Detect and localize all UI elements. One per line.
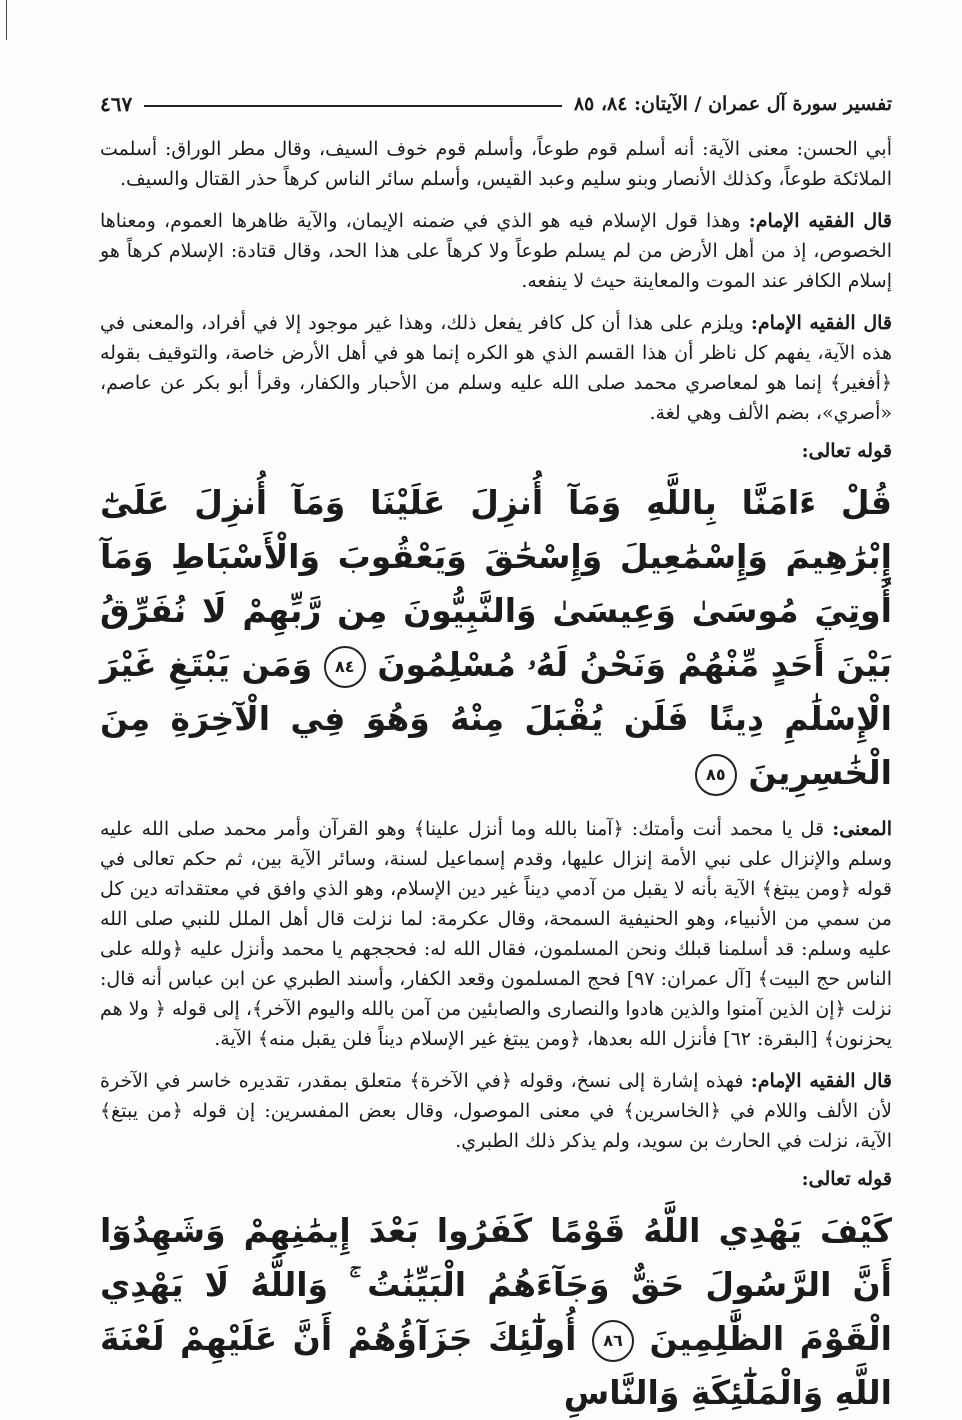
paragraph-lead: قال الفقيه الإمام: bbox=[748, 210, 892, 232]
verse-86-text: كَيْفَ يَهْدِي اللَّهُ قَوْمًا كَفَرُوا بَعْدَ إِيمَٰنِهِمْ وَشَهِدُوٓا أَنَّ الرَّسُولَ حَقٌّ وَجَآءَهُمُ الْبَيِّنَٰتُ ۚ وَاللَّهُ لَا يَهْدِي الْقَوْمَ الظَّٰلِمِينَ bbox=[100, 1211, 892, 1358]
verse-84-text: قُلْ ءَامَنَّا بِاللَّهِ وَمَآ أُنزِلَ عَلَيْنَا وَمَآ أُنزِلَ عَلَىٰٓ إِبْرَٰهِيمَ وَإِسْمَٰعِيلَ وَإِسْحَٰقَ وَيَعْقُوبَ وَالْأَسْبَاطِ وَمَآ أُوتِيَ مُوسَىٰ وَعِيسَىٰ وَالنَّبِيُّونَ مِن رَّبِّهِمْ لَا نُفَرِّقُ بَيْنَ أَحَدٍ مِّنْهُمْ وَنَحْنُ لَهُۥ مُسْلِمُونَ bbox=[100, 483, 892, 684]
verse-intro-2: قوله تعالى: bbox=[801, 1168, 892, 1190]
header-title: تفسير سورة آل عمران / الآيتان: ٨٤، ٨٥ bbox=[573, 93, 892, 115]
ayah-number-84: ٨٤ bbox=[324, 646, 366, 688]
quran-verse-84-85 bbox=[100, 476, 892, 800]
verse-87-text: أُولَٰٓئِكَ جَزَآؤُهُمْ أَنَّ عَلَيْهِمْ لَعْنَةَ اللَّهِ وَالْمَلَٰٓئِكَةِ وَالنَّاسِ bbox=[100, 1319, 892, 1412]
paragraph-5: قال الفقيه الإمام: فهذه إشارة إلى نسخ، وقوله ﴿في الآخرة﴾ متعلق بمقدر، تقديره خاسر في الآخرة لأن الألف واللام في ﴿الخاسرين﴾ في معنى الموصول، وقال بعض المفسرين: إن قوله ﴿من يبتغ﴾ الآية، نزلت في الحارث بن سويد، ولم يذكر ذلك الطبري. bbox=[100, 1070, 892, 1152]
verse-intro-1: قوله تعالى: bbox=[801, 440, 892, 462]
paragraph-lead: قال الفقيه الإمام: bbox=[750, 312, 892, 334]
page-number: ٤٦٧ bbox=[100, 92, 133, 116]
paragraph-4: المعنى: قل يا محمد أنت وأمتك: ﴿آمنا بالله وما أنزل علينا﴾ وهو القرآن وأمر محمد صلى الله عليه وسلم والإنزال على نبي الأمة إنزال عليها، وقدم إسماعيل لسنة، وسائر الآية بين، ثم حكم تعالى في قوله ﴿ومن يبتغ﴾ الآية بأنه لا يقبل من آدمي ديناً غير دين الإسلام، وهو الذي وافق في معتقداته دين كل من سمي من الأنبياء، وهو الحنيفية السمحة، وقال عكرمة: لما نزلت قال أهل الملل للنبي صلى الله عليه وسلم: قد أسلمنا قبلك ونحن المسلمون، فقال الله له: فحججهم يا محمد وأنزل عليه ﴿ولله على الناس حج البيت﴾ [آل عمران: ٩٧] فحج المسلمون وقعد الكفار، وأسند الطبري عن ابن عباس أنه قال: نزلت ﴿إن الذين آمنوا والذين هادوا والنصارى والصابئين من آمن بالله واليوم الآخر﴾، إلى قوله ﴿ ولا هم يحزنون﴾ [البقرة: ٦٢] فأنزل الله بعدها، ﴿ومن يبتغ غير الإسلام ديناً فلن يقبل منه﴾ الآية. bbox=[100, 818, 893, 1050]
running-header bbox=[100, 90, 892, 118]
page-edge-line bbox=[6, 0, 7, 40]
ayah-number-86: ٨٦ bbox=[592, 1320, 634, 1362]
paragraph-lead: المعنى: bbox=[832, 818, 892, 840]
verse-85-text: وَمَن يَبْتَغِ غَيْرَ الْإِسْلَٰمِ دِينًا فَلَن يُقْبَلَ مِنْهُ وَهُوَ فِي الْآخِرَةِ مِنَ الْخَٰسِرِينَ bbox=[100, 645, 892, 792]
paragraph-2: قال الفقيه الإمام: وهذا قول الإسلام فيه هو الذي في ضمنه الإيمان، والآية ظاهرها العموم، ومعناها الخصوص، إذ من أهل الأرض من لم يسلم طوعاً ولا كرهاً على هذا الحد، وقال قتادة: الإسلام كرهاً هو إسلام الكافر عند الموت والمعاينة حيث لا ينفعه. bbox=[100, 210, 892, 292]
header-rule bbox=[144, 105, 562, 107]
paragraph-3: قال الفقيه الإمام: ويلزم على هذا أن كل كافر يفعل ذلك، وهذا غير موجود إلا في أفراد، والمعنى في هذه الآية، يفهم كل ناظر أن هذا القسم الذي هو الكره إنما هو في أهل الأرض خاصة، والتوقيف بقوله ﴿أفغير﴾ إنما هو لمعاصري محمد صلى الله عليه وسلم من الأحبار والكفار، وقرأ أبو بكر عن عاصم، «أصري»، بضم الألف وهي لغة. bbox=[100, 312, 892, 424]
quran-verse-86-87 bbox=[100, 1204, 892, 1420]
ayah-number-85: ٨٥ bbox=[695, 754, 737, 796]
paragraph-1: أبي الحسن: معنى الآية: أنه أسلم قوم طوعاً، وأسلم قوم خوف السيف، وقال مطر الوراق: أسلمت الملائكة طوعاً، وكذلك الأنصار وبنو سليم وعبد القيس، وأسلم سائر الناس كرهاً حذر القتال والسيف. bbox=[100, 138, 892, 190]
paragraph-lead: قال الفقيه الإمام: bbox=[750, 1070, 892, 1092]
